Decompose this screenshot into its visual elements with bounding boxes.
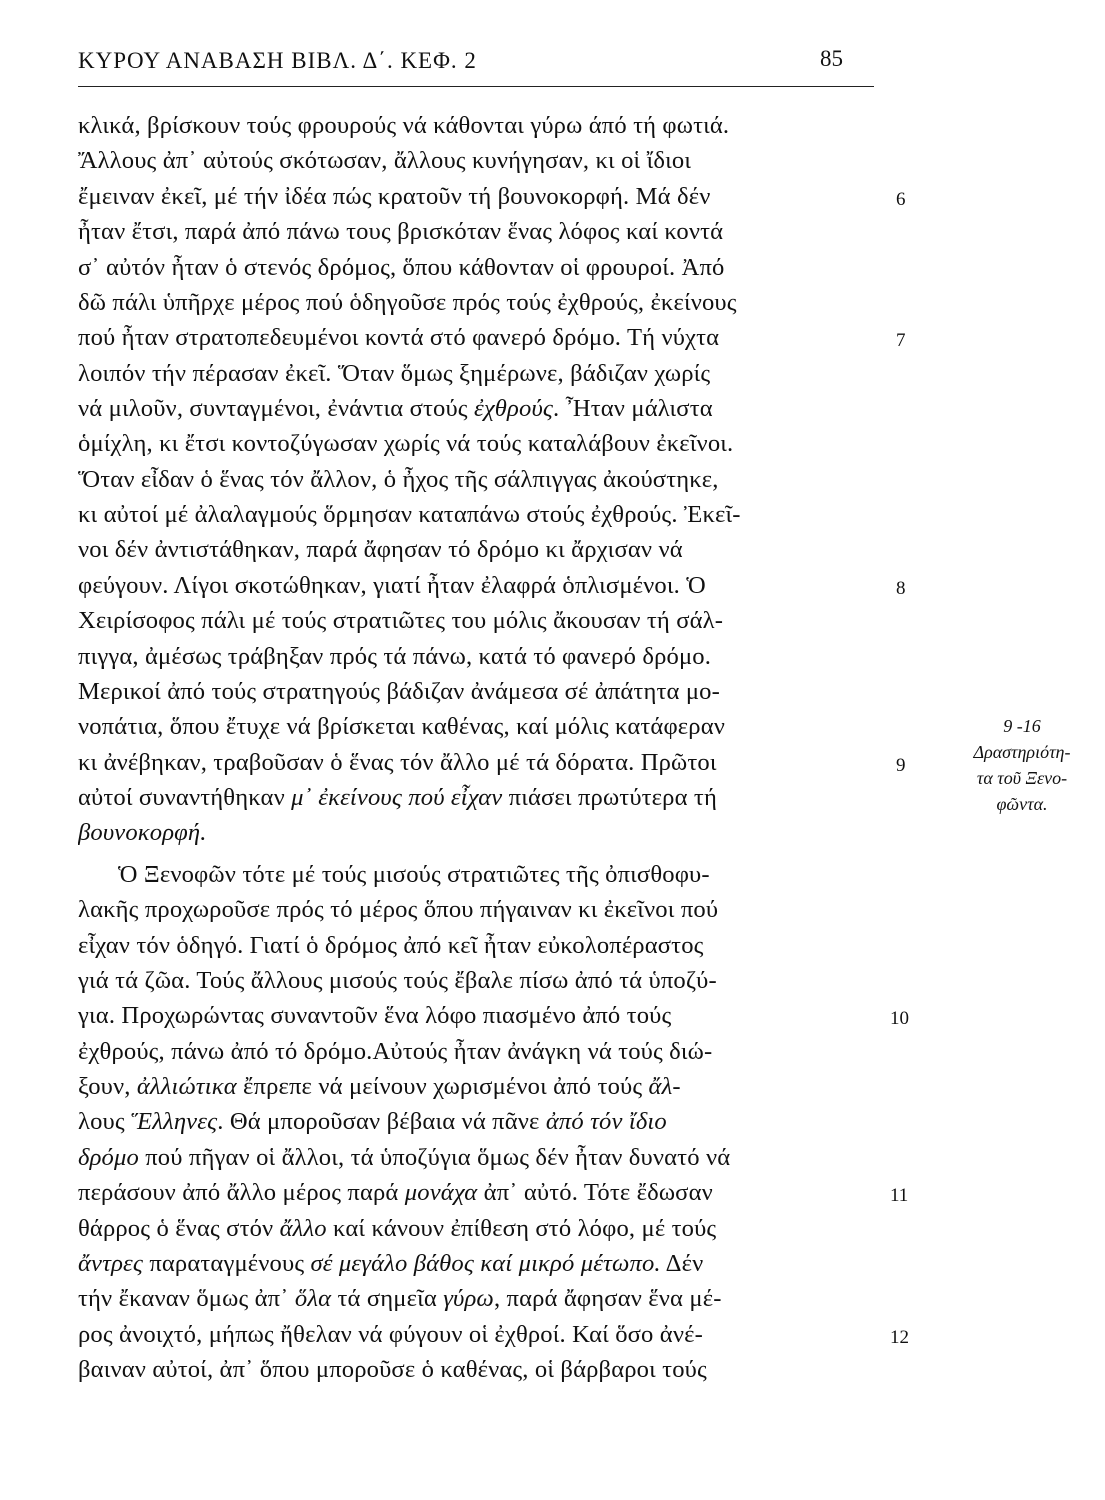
- section-number: 10: [890, 1008, 909, 1029]
- section-number: 11: [890, 1185, 909, 1206]
- text-line: Ἄλλους ἀπ᾿ αὐτούς σκότωσαν, ἄλλους κυνήγησαν, κι οἱ ἴδιοι: [78, 147, 692, 174]
- text-line: νοι δέν ἀντιστάθηκαν, παρά ἄφησαν τό δρόμο κι ἄρχισαν νά: [78, 536, 683, 563]
- side-note-line: Δραστηριότη-: [973, 742, 1071, 762]
- text-line: λακῆς προχωροῦσε πρός τό μέρος ὅπου πήγαιναν κι ἐκεῖνοι πού: [78, 896, 719, 923]
- text-line: πιγγα, ἀμέσως τράβηξαν πρός τά πάνω, κατά τό φανερό δρόμο.: [78, 643, 712, 670]
- text-run: . Ἦταν μάλιστα: [553, 395, 713, 422]
- text-run: , παρά ἄφησαν ἕνα μέ-: [493, 1285, 722, 1312]
- text-line: [78, 782, 880, 814]
- text-line: ἔμειναν ἐκεῖ, μέ τήν ἰδέα πώς κρατοῦν τή βουνοκορφή. Μά δέν: [78, 183, 711, 210]
- text-run: . Θά μποροῦσαν βέβαια νά πᾶνε: [217, 1108, 546, 1135]
- text-run: Δέν: [660, 1250, 704, 1277]
- text-run: νά μιλοῦν, συνταγμένοι, ἐνάντια στούς: [78, 395, 474, 422]
- header-rule: [78, 86, 874, 87]
- text-run-italic: μ᾿ ἐκείνους πού εἶχαν: [291, 784, 503, 811]
- text-run: αὐτοί συναντήθηκαν: [78, 784, 292, 811]
- text-run: πιάσει πρωτύτερα τή: [502, 784, 717, 811]
- text-run-italic: ἀλλιώτικα: [136, 1073, 237, 1100]
- text-run: τήν ἔκαναν ὅμως ἀπ᾿: [78, 1285, 295, 1312]
- text-line: ἦταν ἔτσι, παρά ἀπό πάνω τους βρισκόταν ἕνας λόφος καί κοντά: [78, 218, 724, 245]
- text-line: πού ἦταν στρατοπεδευμένοι κοντά στό φανερό δρόμο. Τή νύχτα: [78, 324, 720, 351]
- running-title: ΚΥΡΟΥ ΑΝΑΒΑΣΗ ΒΙΒΛ. Δ΄. ΚΕΦ. 2: [78, 48, 477, 73]
- text-line: ἐχθρούς, πάνω ἀπό τό δρόμο.Αὐτούς ἦταν ἀνάγκη νά τούς διώ-: [78, 1038, 713, 1065]
- text-line: [78, 1283, 880, 1315]
- page-number: 85: [820, 46, 843, 71]
- text-run: ἀπ᾿ αὐτό. Τότε ἔδωσαν: [477, 1179, 713, 1206]
- text-line: σ᾿ αὐτόν ἦταν ὁ στενός δρόμος, ὅπου κάθονταν οἱ φρουροί. Ἀπό: [78, 254, 725, 281]
- text-run: τά σημεῖα: [331, 1285, 444, 1312]
- text-run: πού πῆγαν οἱ ἄλλοι, τά ὑποζύγια ὅμως δέν ἦταν δυνατό νά: [138, 1144, 731, 1171]
- text-run-italic: δρόμο: [78, 1144, 139, 1171]
- text-line: για. Προχωρώντας συναντοῦν ἕνα λόφο πιασμένο ἀπό τούς: [78, 1002, 672, 1029]
- text-line: Ὅταν εἶδαν ὁ ἕνας τόν ἄλλον, ὁ ἦχος τῆς σάλπιγγας ἀκούστηκε,: [78, 466, 719, 493]
- text-run-italic: ἀπό τόν ἴδιο: [545, 1108, 667, 1135]
- section-number: 6: [896, 189, 906, 210]
- text-run: λους: [78, 1108, 132, 1135]
- text-line: βαιναν αὐτοί, ἀπ᾿ ὅπου μποροῦσε ὁ καθένας, οἱ βάρβαροι τούς: [78, 1356, 707, 1383]
- text-run-italic: βουνοκορφή.: [78, 819, 207, 846]
- text-line: [78, 1106, 880, 1138]
- text-run-italic: γύρω: [443, 1285, 494, 1312]
- text-line: κι αὐτοί μέ ἀλαλαγμούς ὅρμησαν καταπάνω στούς ἐχθρούς. Ἐκεῖ-: [78, 501, 741, 528]
- text-line: Χειρίσοφος πάλι μέ τούς στρατιῶτες του μόλις ἄκουσαν τή σάλ-: [78, 607, 724, 634]
- side-note-line: τα τοῦ Ξενο-: [976, 768, 1068, 788]
- text-run-italic: σέ μεγάλο βάθος καί μικρό μέτωπο.: [310, 1250, 661, 1277]
- text-line: Μερικοί ἀπό τούς στρατηγούς βάδιζαν ἀνάμεσα σέ ἀπάτητα μο-: [78, 678, 720, 705]
- text-run-italic: ἄλ-: [648, 1073, 681, 1100]
- side-note-line: φῶντα.: [996, 794, 1048, 814]
- text-line: γιά τά ζῶα. Τούς ἄλλους μισούς τούς ἔβαλε πίσω ἀπό τά ὑποζύ-: [78, 967, 717, 994]
- side-note-range: 9 -16: [1003, 716, 1041, 736]
- text-line: [78, 1177, 880, 1209]
- text-line: νοπάτια, ὅπου ἔτυχε νά βρίσκεται καθένας, καί μόλις κατάφεραν: [78, 713, 726, 740]
- text-line: [78, 1248, 880, 1280]
- text-line: εἶχαν τόν ὁδηγό. Γιατί ὁ δρόμος ἀπό κεῖ ἦταν εὐκολοπέραστος: [78, 932, 704, 959]
- text-run-italic: Ἕλληνες: [131, 1108, 218, 1135]
- text-line: λοιπόν τήν πέρασαν ἐκεῖ. Ὅταν ὅμως ξημέρωνε, βάδιζαν χωρίς: [78, 360, 711, 387]
- text-run-italic: ἐχθρούς: [474, 395, 554, 422]
- text-line: [78, 1142, 880, 1174]
- text-line: κι ἀνέβηκαν, τραβοῦσαν ὁ ἕνας τόν ἄλλο μέ τά δόρατα. Πρῶτοι: [78, 749, 717, 776]
- text-run: περάσουν ἀπό ἄλλο μέρος παρά: [78, 1179, 405, 1206]
- text-run: καί κάνουν ἐπίθεση στό λόφο, μέ τούς: [326, 1215, 717, 1242]
- section-number: 8: [896, 578, 906, 599]
- section-number: 12: [890, 1327, 909, 1348]
- text-run-italic: μονάχα: [404, 1179, 478, 1206]
- text-line: [78, 393, 880, 425]
- text-line: ὁμίχλη, κι ἔτσι κοντοζύγωσαν χωρίς νά τούς καταλάβουν ἐκεῖνοι.: [78, 430, 734, 457]
- text-run-italic: ὅλα: [294, 1285, 332, 1312]
- text-run: ξουν,: [78, 1073, 137, 1100]
- text-line: [78, 1071, 880, 1103]
- text-run-italic: ἄλλο: [279, 1215, 327, 1242]
- text-run: παραταγμένους: [143, 1250, 311, 1277]
- text-line: [78, 817, 880, 849]
- section-number: 7: [896, 330, 906, 351]
- text-run-italic: ἄντρες: [78, 1250, 144, 1277]
- text-line: ρος ἀνοιχτό, μήπως ἤθελαν νά φύγουν οἱ ἐχθροί. Καί ὅσο ἀνέ-: [78, 1321, 703, 1348]
- section-number: 9: [896, 755, 906, 776]
- text-line: κλικά, βρίσκουν τούς φρουρούς νά κάθονται γύρω άπό τή φωτιά.: [78, 112, 730, 139]
- text-line: φεύγουν. Λίγοι σκοτώθηκαν, γιατί ἦταν ἐλαφρά ὁπλισμένοι. Ὁ: [78, 572, 706, 599]
- text-line: δῶ πάλι ὑπῆρχε μέρος πού ὁδηγοῦσε πρός τούς ἐχθρούς, ἐκείνους: [78, 289, 737, 316]
- text-line: Ὁ Ξενοφῶν τότε μέ τούς μισούς στρατιῶτες τῆς ὀπισθοφυ-: [118, 861, 710, 888]
- text-run: θάρρος ὁ ἕνας στόν: [78, 1215, 280, 1242]
- text-run: ἔπρεπε νά μείνουν χωρισμένοι ἀπό τούς: [236, 1073, 649, 1100]
- text-line: [78, 1213, 880, 1245]
- running-header: [78, 44, 873, 88]
